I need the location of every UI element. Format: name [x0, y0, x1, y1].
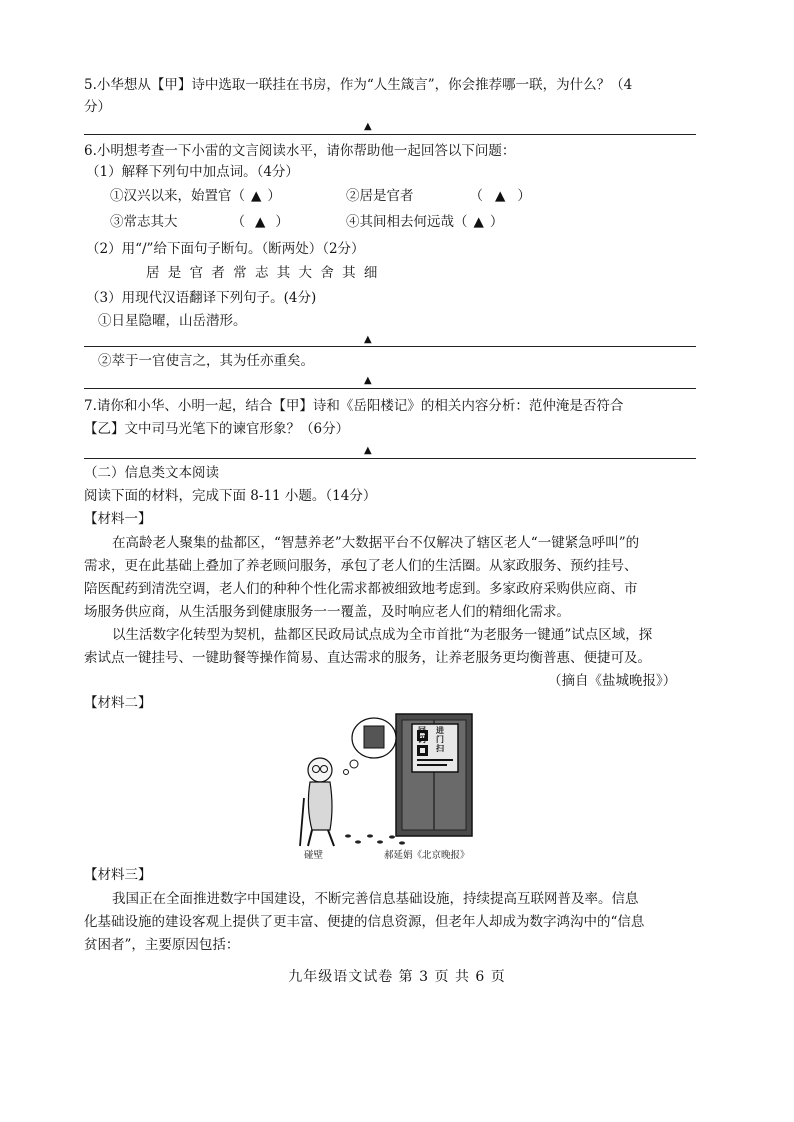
q6-stem: 6.小明想考查一下小雷的文言阅读水平，请你帮助他一起回答以下问题：	[84, 143, 516, 159]
q6-item-3: ③常志其大 （ ▲ ）	[110, 214, 289, 230]
material-2-label: 【材料二】	[84, 695, 152, 711]
cartoon-image	[296, 712, 476, 862]
material-1-label: 【材料一】	[84, 511, 152, 527]
answer-mark: ▲	[364, 445, 372, 456]
cartoon-drawing	[296, 712, 476, 862]
cartoon-sign-text: 回码	[418, 725, 426, 744]
answer-line	[84, 458, 696, 459]
q6-item-4: ④其间相去何远哉（ ▲ ）	[346, 214, 504, 230]
cartoon-sign-text: 进门扫	[436, 725, 444, 753]
material-1-line: 在高龄老人聚集的盐都区，“智慧养老”大数据平台不仅解决了辖区老人“一键紧急呼叫”的	[112, 535, 640, 551]
material-1-source: （摘自《盐城晚报》）	[548, 673, 677, 689]
section-title: （二）信息类文本阅读	[84, 465, 219, 481]
q7-line1: 7.请你和小华、小明一起，结合【甲】诗和《岳阳楼记》的相关内容分析：范仲淹是否符合	[84, 398, 624, 414]
q6-item-2: ②居是官者 （ ▲ ）	[346, 188, 531, 204]
answer-mark: ▲	[364, 121, 372, 132]
cartoon-caption-title: 碰壁	[304, 850, 324, 861]
q6-sentence-1: ①日星隐曜，山岳潜形。	[98, 313, 247, 329]
q6-part3-title: （3）用现代汉语翻译下列句子。(4分)	[86, 290, 317, 306]
material-1-line: 场服务供应商，从生活服务到健康服务一一覆盖，及时响应老人们的精细化需求。	[84, 604, 570, 620]
answer-line	[84, 134, 696, 135]
q5-line1: 5.小华想从【甲】诗中选取一联挂在书房，作为“人生箴言”，你会推荐哪一联，为什么？（4	[84, 77, 633, 93]
q6-sentence-2: ②萃于一官使言之，其为任亦重矣。	[98, 353, 314, 369]
page-footer: 九年级语文试卷 第 3 页 共 6 页	[288, 969, 506, 985]
material-3-line: 化基础设施的建设客观上提供了更丰富、便捷的信息资源，但老年人却成为数字鸿沟中的“信息	[84, 914, 645, 930]
q6-part1-title: （1）解释下列句中加点词。（4分）	[86, 164, 299, 180]
material-1-line: 陪医配药到清洗空调，老人们的种种个性化需求都被细致地考虑到。多家政府采购供应商、市	[84, 581, 638, 597]
q7-line2: 【乙】文中司马光笔下的谏官形象？（6分）	[84, 421, 350, 437]
material-1-line: 需求，更在此基础上叠加了养老顾问服务，承包了老人们的生活圈。从家政服务、预约挂号、	[84, 558, 638, 574]
answer-line	[84, 346, 696, 347]
q6-item-1: ①汉兴以来，始置官（ ▲ ）	[110, 188, 281, 204]
q5-line2: 分）	[84, 99, 111, 115]
cartoon-caption-author: 郝延娟《北京晚报》	[384, 850, 470, 861]
material-3-label: 【材料三】	[84, 867, 152, 883]
answer-line	[84, 388, 696, 389]
material-1-line: 以生活数字化转型为契机，盐都区民政局试点成为全市首批“为老服务一键通”试点区域，探	[112, 627, 653, 643]
answer-mark: ▲	[364, 334, 372, 345]
q6-part2-title: （2）用“/”给下面句子断句。（断两处）（2分）	[86, 241, 365, 257]
section-instruction: 阅读下面的材料，完成下面 8-11 小题。（14分）	[84, 488, 377, 504]
material-3-line: 贫困者”，主要原因包括：	[84, 937, 240, 953]
q6-part2-sentence: 居 是 官 者 常 志 其 大 舍 其 细	[146, 265, 380, 281]
answer-mark: ▲	[364, 375, 372, 386]
material-1-line: 索试点一键挂号、一键助餐等操作简易、直达需求的服务，让养老服务更均衡普惠、便捷可及。	[84, 650, 651, 666]
material-3-line: 我国正在全面推进数字中国建设，不断完善信息基础设施，持续提高互联网普及率。信息	[112, 891, 639, 907]
